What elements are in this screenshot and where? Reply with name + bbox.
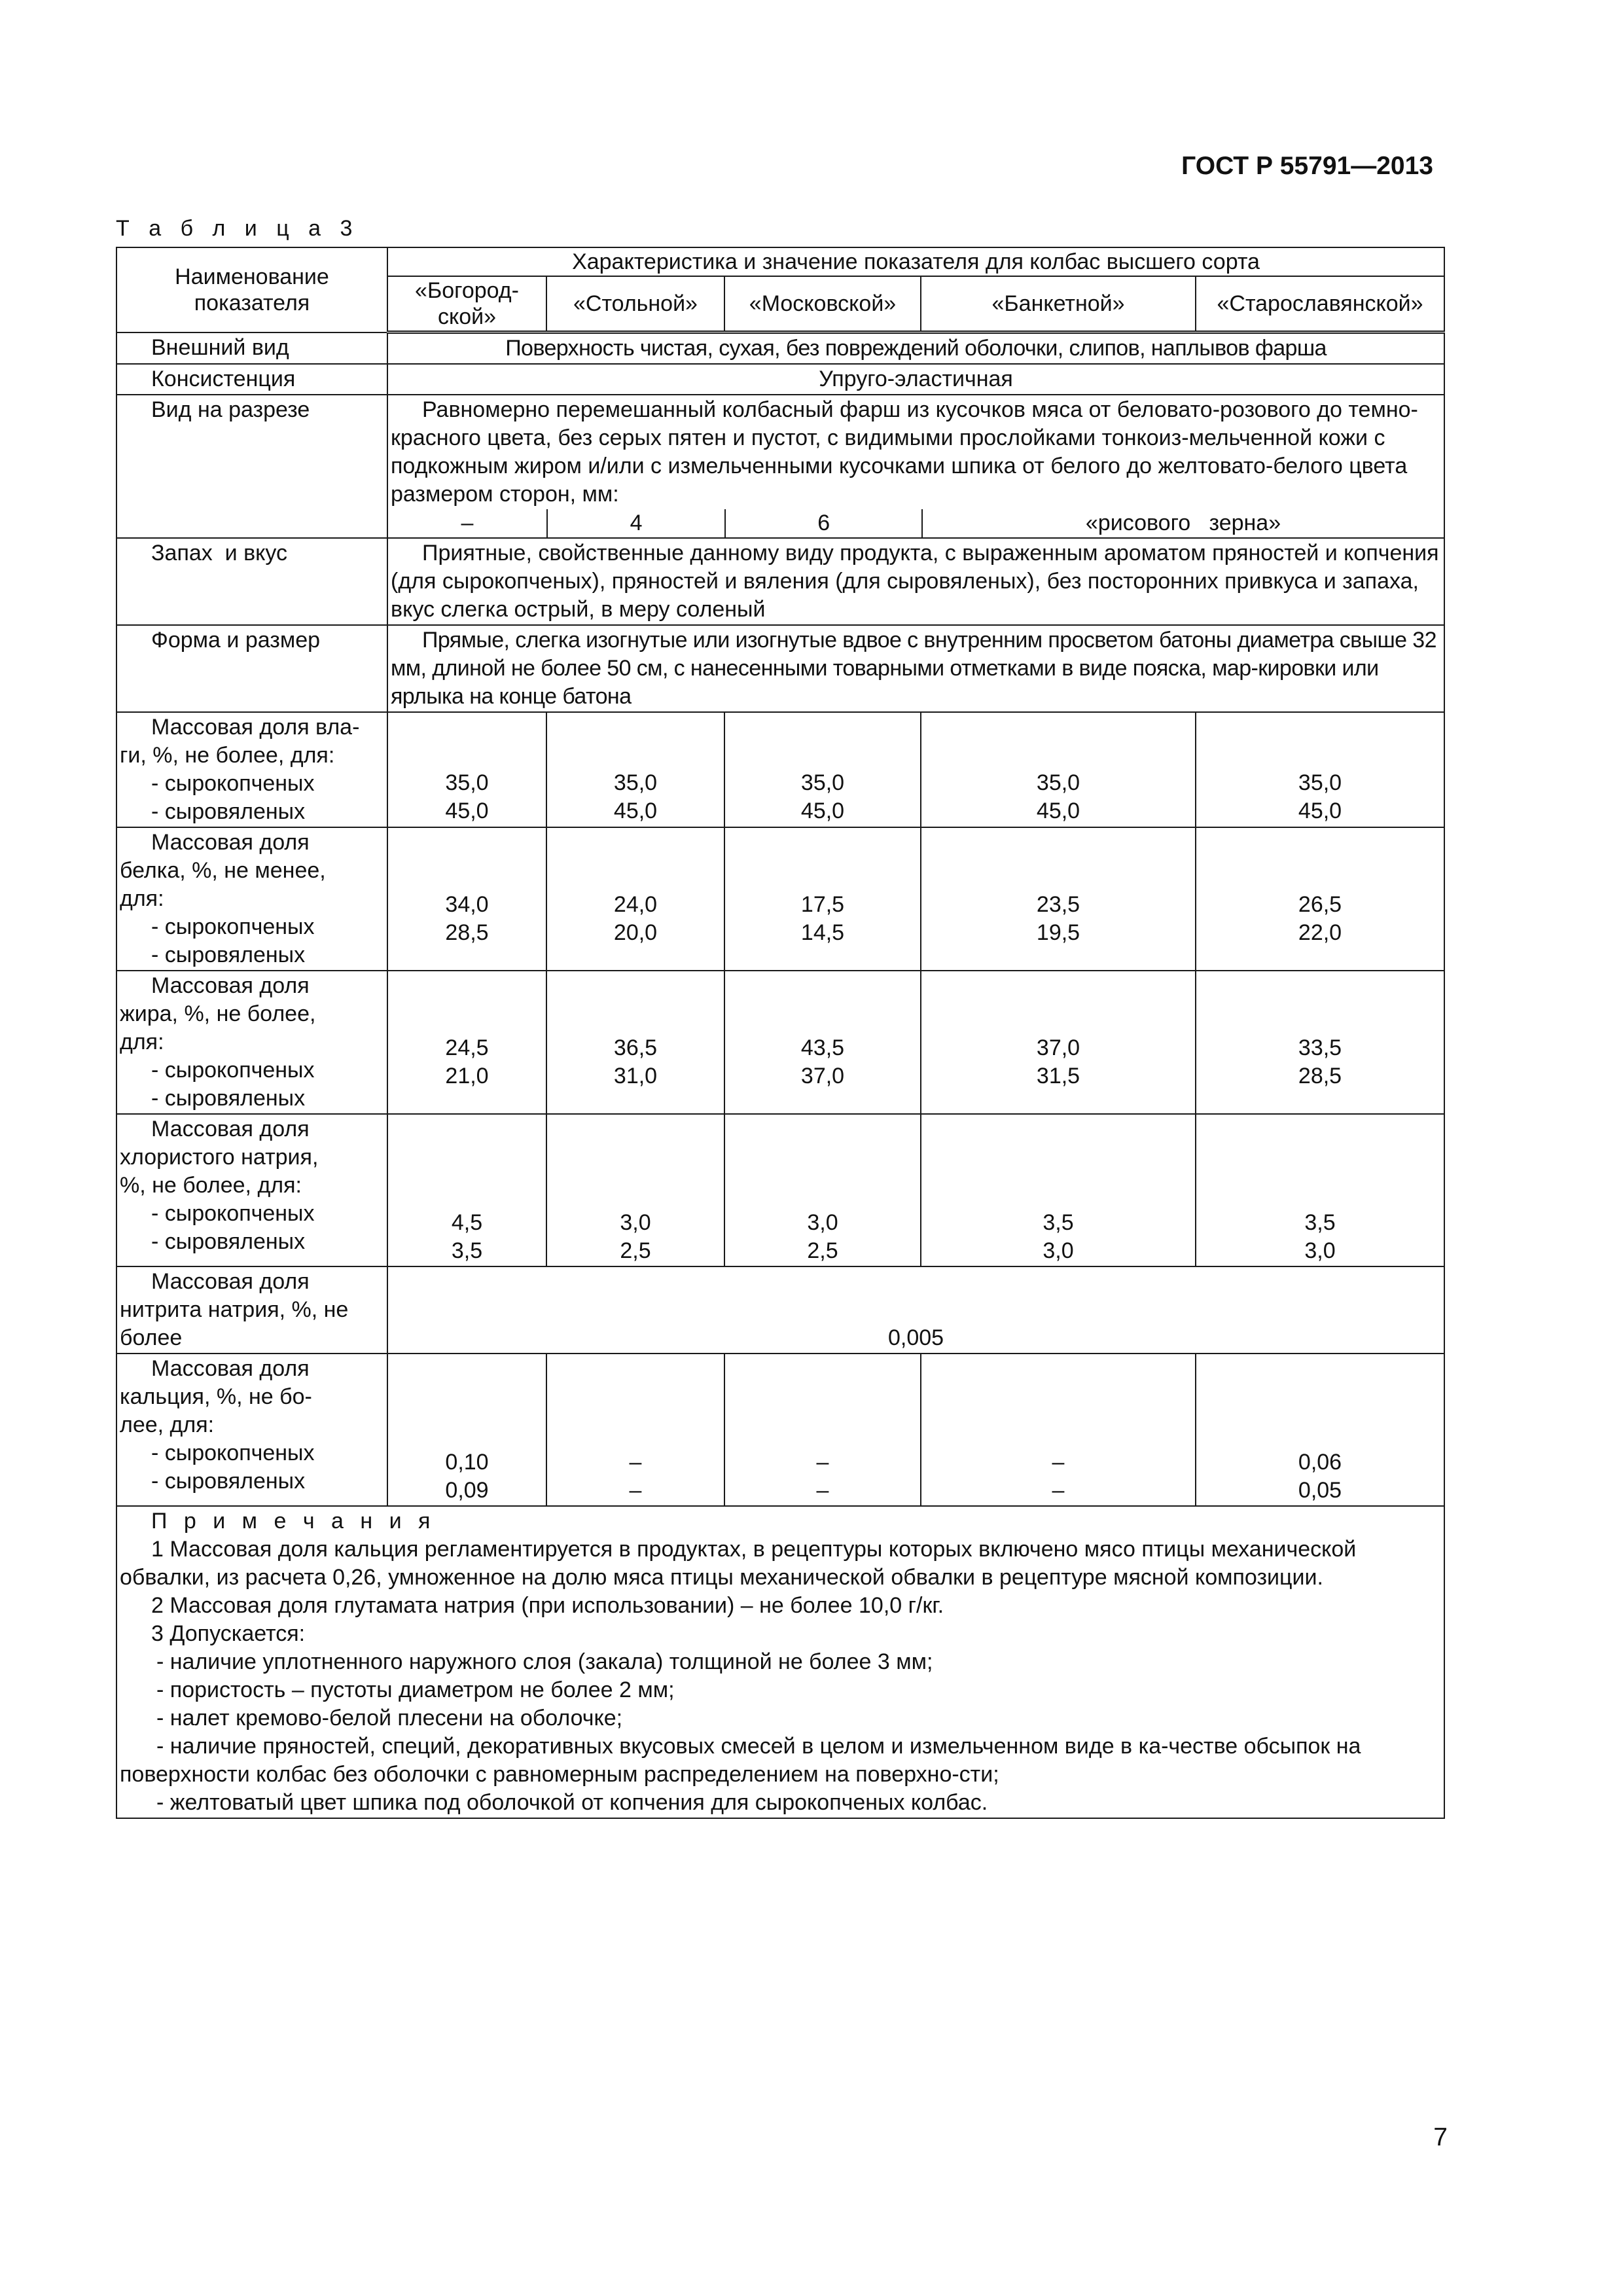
- value-dried: 2,5: [620, 1238, 651, 1263]
- header-col-moskovskaya: «Московской»: [724, 276, 921, 332]
- page-number: 7: [1433, 2123, 1448, 2151]
- row-name-line: - сырокопченых: [151, 1201, 315, 1226]
- value-smoked: 24,5: [445, 1035, 489, 1060]
- row-name-line: - сырокопченых: [151, 771, 315, 796]
- row-name-line: Массовая доля: [151, 1269, 310, 1294]
- row-value: [387, 538, 1444, 625]
- row-name-text: Консистенция: [151, 367, 296, 391]
- value-dried: –: [816, 1478, 829, 1503]
- row-name-text: Вид на разрезе: [151, 397, 310, 422]
- row-name-text: Внешний вид: [151, 334, 289, 360]
- row-name: [116, 395, 387, 538]
- row-name-line: лее, для:: [120, 1412, 215, 1437]
- specification-table: [116, 247, 1445, 1819]
- value-dried: 45,0: [800, 798, 845, 823]
- table-row: [116, 395, 1444, 538]
- value-smoked: 3,0: [807, 1210, 838, 1235]
- value-smoked: –: [1052, 1450, 1065, 1475]
- value-smoked: 0,06: [1298, 1450, 1342, 1475]
- row-name-line: кальция, %, не бо-: [120, 1384, 312, 1409]
- header-indicator-name: Наименование показателя: [116, 247, 387, 332]
- value-dried: 20,0: [613, 920, 658, 945]
- row-name: [116, 1114, 387, 1266]
- cut-sizes: [388, 509, 1444, 537]
- header-col-banketnaya: «Банкетной»: [921, 276, 1196, 332]
- row-name-line: Массовая доля вла-: [151, 715, 360, 740]
- value-smoked: 26,5: [1298, 892, 1342, 917]
- value-smoked: 36,5: [613, 1035, 658, 1060]
- value-cell: [724, 971, 921, 1114]
- row-name: [116, 332, 387, 365]
- row-name-line: хлористого натрия,: [120, 1145, 319, 1170]
- value-cell: [387, 1354, 546, 1506]
- value-dried: 45,0: [445, 798, 489, 823]
- value-smoked: 35,0: [1298, 770, 1342, 795]
- value-cell: [546, 1354, 724, 1506]
- value-dried: 22,0: [1298, 920, 1342, 945]
- value-cell: [546, 1114, 724, 1266]
- value-dried: 28,5: [445, 920, 489, 945]
- value-dried: –: [1052, 1478, 1065, 1503]
- value-cell: [546, 971, 724, 1114]
- row-name-line: Массовая доля: [151, 830, 310, 855]
- row-name-line: %, не более, для:: [120, 1173, 302, 1198]
- row-name-line: - сырокопченых: [151, 1058, 315, 1083]
- header-col-staroslavyanskaya: «Старославянской»: [1196, 276, 1444, 332]
- table-row: [116, 1114, 1444, 1266]
- value-dried: 3,0: [1304, 1238, 1336, 1263]
- note-item: 1 Массовая доля кальция регламентируется в продуктах, в рецептуры которых включено мясо птицы механической обвалки, из расчета 0,26, умноженное на долю мяса птицы механической обвалки в рецептуре мясной композиции.: [120, 1537, 1357, 1590]
- row-name-line: для:: [120, 886, 164, 911]
- value-smoked: 37,0: [1036, 1035, 1080, 1060]
- value-smoked: –: [816, 1450, 829, 1475]
- value-cell: [387, 712, 546, 827]
- value-dried: 45,0: [613, 798, 658, 823]
- cut-size-value: «рисового зерна»: [1085, 511, 1281, 535]
- row-name-line: - сырокопченых: [151, 914, 315, 939]
- table-row: [116, 712, 1444, 827]
- table-row: [116, 364, 1444, 395]
- value-cell: [724, 712, 921, 827]
- value-cell: [724, 1354, 921, 1506]
- row-name-line: - сыровяленых: [151, 799, 306, 824]
- cut-size-value: 4: [548, 509, 726, 537]
- row-name-line: жира, %, не более,: [120, 1001, 316, 1026]
- value-smoked: 17,5: [800, 892, 845, 917]
- row-name-line: ги, %, не более, для:: [120, 743, 335, 768]
- row-value: Поверхность чистая, сухая, без повреждений оболочки, слипов, наплывов фарша: [387, 332, 1444, 365]
- table-row: [116, 827, 1444, 971]
- notes-cell: [116, 1506, 1444, 1818]
- row-name-line: - сыровяленых: [151, 1086, 306, 1111]
- table-row: [116, 971, 1444, 1114]
- value-smoked: 34,0: [445, 892, 489, 917]
- row-value: [387, 395, 1444, 538]
- row-name-text: Запах и вкус: [151, 541, 288, 565]
- value-dried: 0,05: [1298, 1478, 1342, 1503]
- value-cell: [921, 712, 1196, 827]
- row-name-line: - сыровяленых: [151, 1229, 306, 1254]
- value-dried: 37,0: [800, 1064, 845, 1088]
- value-dried: –: [629, 1478, 642, 1503]
- value-smoked: 3,5: [1043, 1210, 1074, 1235]
- value-smoked: 35,0: [613, 770, 658, 795]
- cut-description: Равномерно перемешанный колбасный фарш из кусочков мяса от беловато-розового до темно-красного цвета, без серых пятен и пустот, с видимыми прослойками тонкоиз-мельченной кожи с подкожным жиром и/или с измельченными кусочками шпика от белого до желтовато-белого цвета размером сторон, мм:: [391, 397, 1418, 507]
- row-name-line: Массовая доля: [151, 973, 310, 998]
- row-name-line: белка, %, не менее,: [120, 858, 326, 883]
- table-row: [116, 332, 1444, 365]
- note-item: - наличие уплотненного наружного слоя (закала) толщиной не более 3 мм;: [156, 1649, 933, 1674]
- value-dried: 28,5: [1298, 1064, 1342, 1088]
- table-header-row: [116, 247, 1444, 276]
- value-dried: 14,5: [800, 920, 845, 945]
- value-smoked: 23,5: [1036, 892, 1080, 917]
- value-smoked: 33,5: [1298, 1035, 1342, 1060]
- value-dried: 21,0: [445, 1064, 489, 1088]
- row-name: [116, 1266, 387, 1354]
- value-cell: [921, 971, 1196, 1114]
- header-group-title: Характеристика и значение показателя для колбас высшего сорта: [387, 247, 1444, 276]
- row-name: [116, 827, 387, 971]
- note-item: - налет кремово-белой плесени на оболочке;: [156, 1706, 623, 1731]
- row-name-line: Массовая доля: [151, 1356, 310, 1381]
- row-name: [116, 712, 387, 827]
- row-name-line: Массовая доля: [151, 1117, 310, 1141]
- value-smoked: 3,5: [1304, 1210, 1336, 1235]
- value-cell: [387, 971, 546, 1114]
- value-smoked: 35,0: [1036, 770, 1080, 795]
- value-cell: [1196, 971, 1444, 1114]
- value-smoked: 43,5: [800, 1035, 845, 1060]
- value-dried: 0,09: [445, 1478, 489, 1503]
- value-dried: 45,0: [1036, 798, 1080, 823]
- note-item: 3 Допускается:: [151, 1621, 306, 1646]
- value-dried: 2,5: [807, 1238, 838, 1263]
- notes-row: [116, 1506, 1444, 1818]
- value-dried: 3,0: [1043, 1238, 1074, 1263]
- value-smoked: 35,0: [800, 770, 845, 795]
- note-item: 2 Массовая доля глутамата натрия (при использовании) – не более 10,0 г/кг.: [151, 1593, 944, 1618]
- header-col-stolnaya: «Стольной»: [546, 276, 724, 332]
- table-row: [116, 1354, 1444, 1506]
- value-cell: [921, 1114, 1196, 1266]
- cut-size-value: 6: [726, 509, 923, 537]
- row-value: Упруго-эластичная: [387, 364, 1444, 395]
- row-name-line: более: [120, 1325, 183, 1350]
- note-item: - наличие пряностей, специй, декоративных вкусовых смесей в целом и измельченном виде в ка-честве обсыпок на поверхности колбас без оболочки с равномерным распределением на поверхно-сти;: [120, 1734, 1361, 1787]
- row-name-line: - сыровяленых: [151, 1469, 306, 1494]
- value-cell: [1196, 1354, 1444, 1506]
- notes-title: П р и м е ч а н и я: [151, 1509, 436, 1534]
- table-row: [116, 1266, 1444, 1354]
- header-col-bogorodskaya: «Богород-ской»: [387, 276, 546, 332]
- row-name-text: Форма и размер: [151, 628, 321, 653]
- value-smoked: –: [629, 1450, 642, 1475]
- value-cell: [1196, 1114, 1444, 1266]
- row-value-text: Прямые, слегка изогнутые или изогнутые вдвое с внутренним просветом батоны диаметра свыше 32 мм, длиной не более 50 см, с нанесенными товарными отметками в виде пояска, мар-кировки или ярлыка на конце батона: [391, 628, 1436, 709]
- row-name-line: нитрита натрия, %, не: [120, 1297, 349, 1322]
- value-dried: 31,5: [1036, 1064, 1080, 1088]
- row-name: [116, 625, 387, 712]
- table-row: [116, 625, 1444, 712]
- value-cell: [1196, 827, 1444, 971]
- value-smoked: 35,0: [445, 770, 489, 795]
- row-value: [387, 625, 1444, 712]
- value-cell: [724, 1114, 921, 1266]
- row-value-text: Приятные, свойственные данному виду продукта, с выраженным ароматом пряностей и копчения (для сырокопченых), пряностей и вяления (для сыровяленых), без посторонних привкуса и запаха, вкус слегка острый, в меру соленый: [391, 541, 1439, 622]
- value-dried: 19,5: [1036, 920, 1080, 945]
- value-cell: [724, 827, 921, 971]
- value-smoked: 4,5: [451, 1210, 483, 1235]
- cut-size-value: –: [388, 509, 548, 537]
- value-smoked: 24,0: [613, 892, 658, 917]
- table-caption: Т а б л и ц а 3: [116, 216, 359, 241]
- value-cell: [1196, 712, 1444, 827]
- row-name: [116, 1354, 387, 1506]
- note-item: - желтоватый цвет шпика под оболочкой от копчения для сырокопченых колбас.: [156, 1790, 988, 1815]
- table-row: [116, 538, 1444, 625]
- value-dried: 3,5: [451, 1238, 483, 1263]
- value-cell: [921, 827, 1196, 971]
- value-cell: [387, 827, 546, 971]
- row-name: [116, 538, 387, 625]
- value-dried: 31,0: [613, 1064, 658, 1088]
- value-cell: [546, 827, 724, 971]
- document-code: ГОСТ Р 55791—2013: [1181, 152, 1433, 180]
- value-smoked: 3,0: [620, 1210, 651, 1235]
- row-name-line: - сырокопченых: [151, 1441, 315, 1465]
- row-name: [116, 364, 387, 395]
- value-cell: [387, 1114, 546, 1266]
- value-dried: 45,0: [1298, 798, 1342, 823]
- row-name: [116, 971, 387, 1114]
- value-smoked: 0,10: [445, 1450, 489, 1475]
- row-value: 0,005: [387, 1266, 1444, 1354]
- row-name-line: для:: [120, 1030, 164, 1054]
- value-cell: [546, 712, 724, 827]
- note-item: - пористость – пустоты диаметром не более 2 мм;: [156, 1677, 675, 1702]
- row-name-line: - сыровяленых: [151, 942, 306, 967]
- value-cell: [921, 1354, 1196, 1506]
